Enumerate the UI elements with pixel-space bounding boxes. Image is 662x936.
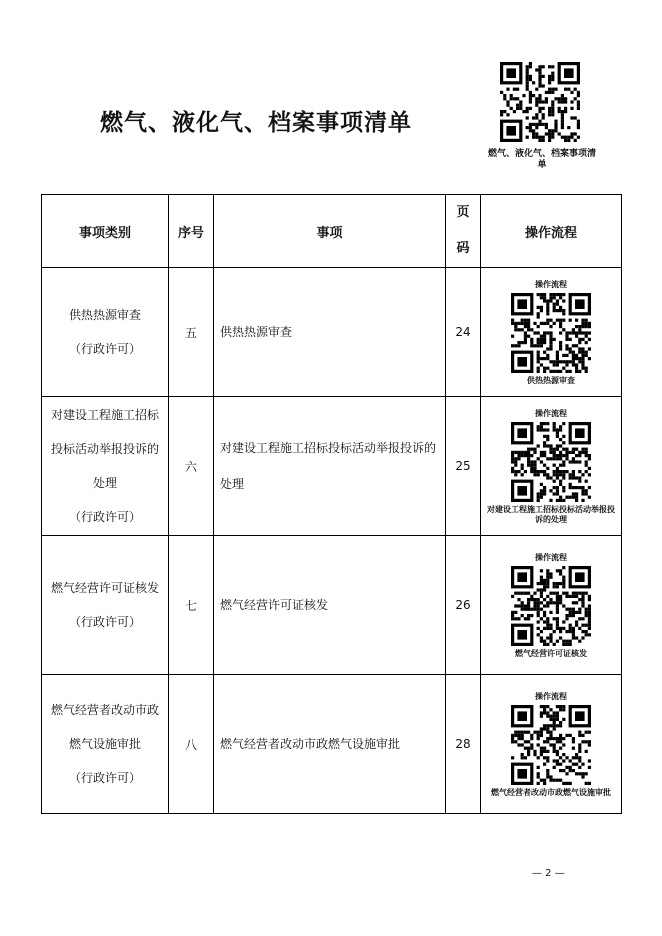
header-flow: 操作流程	[481, 195, 622, 268]
page-number: — 2 —	[532, 868, 565, 879]
page-cell: 26	[446, 536, 481, 675]
item-table	[41, 194, 622, 814]
qr-code-icon[interactable]	[511, 566, 591, 646]
table-row	[42, 675, 622, 814]
seq-cell: 七	[169, 536, 214, 675]
table-row	[42, 268, 622, 397]
flow-heading: 操作流程	[535, 691, 567, 701]
category-line: （行政许可）	[68, 615, 141, 629]
qr-code-icon[interactable]	[500, 62, 580, 142]
seq-cell: 六	[169, 397, 214, 536]
seq-cell: 五	[169, 268, 214, 397]
category-line: 燃气经营者改动市政	[50, 703, 159, 717]
item-line: 处理	[220, 477, 245, 491]
category-line: （行政许可）	[68, 771, 141, 785]
header-category: 事项类别	[42, 195, 169, 268]
flow-caption: 燃气经营许可证核发	[515, 648, 587, 658]
header-page	[446, 195, 481, 268]
qr-code-icon[interactable]	[511, 293, 591, 373]
item-line: 燃气经营许可证核发	[220, 598, 329, 612]
category-line: 对建设工程施工招标	[50, 408, 159, 422]
page-cell: 24	[446, 268, 481, 397]
page-cell: 28	[446, 675, 481, 814]
category-line: 投标活动举报投诉的	[50, 442, 159, 456]
document-title: 燃气、液化气、档案事项清单	[100, 110, 412, 136]
flow-cell	[481, 397, 622, 536]
flow-caption: 对建设工程施工招标投标活动举报投诉的处理	[487, 504, 615, 524]
table-row	[42, 397, 622, 536]
seq-cell: 八	[169, 675, 214, 814]
item-cell	[214, 397, 446, 536]
flow-heading: 操作流程	[535, 552, 567, 562]
item-line: 对建设工程施工招标投标活动举报投诉的	[220, 441, 437, 455]
item-line: 燃气经营者改动市政燃气设施审批	[220, 737, 401, 751]
page-cell: 25	[446, 397, 481, 536]
category-line: 供热热源审查	[68, 308, 141, 322]
item-cell	[214, 675, 446, 814]
category-cell	[42, 268, 169, 397]
flow-cell	[481, 536, 622, 675]
category-line: 燃气设施审批	[68, 737, 141, 751]
item-cell	[214, 268, 446, 397]
category-line: 处理	[92, 476, 117, 490]
category-cell	[42, 675, 169, 814]
category-line: （行政许可）	[68, 342, 141, 356]
qr-caption: 燃气、液化气、档案事项清单	[487, 149, 596, 170]
flow-heading: 操作流程	[535, 279, 567, 289]
flow-cell	[481, 675, 622, 814]
category-cell	[42, 536, 169, 675]
qr-code-icon[interactable]	[511, 422, 591, 502]
item-line: 供热热源审查	[220, 325, 293, 339]
header-seq: 序号	[169, 195, 214, 268]
flow-caption: 供热热源审查	[527, 375, 575, 385]
header-page-line1: 页	[456, 205, 470, 220]
category-line: 燃气经营许可证核发	[50, 581, 159, 595]
flow-caption: 燃气经营者改动市政燃气设施审批	[491, 787, 611, 797]
qr-code-icon[interactable]	[511, 705, 591, 785]
table-row	[42, 536, 622, 675]
header-page-line2: 码	[456, 241, 470, 256]
header-item: 事项	[214, 195, 446, 268]
flow-heading: 操作流程	[535, 408, 567, 418]
table-header-row	[42, 195, 622, 268]
category-cell	[42, 397, 169, 536]
category-line: （行政许可）	[68, 510, 141, 524]
flow-cell	[481, 268, 622, 397]
item-cell	[214, 536, 446, 675]
